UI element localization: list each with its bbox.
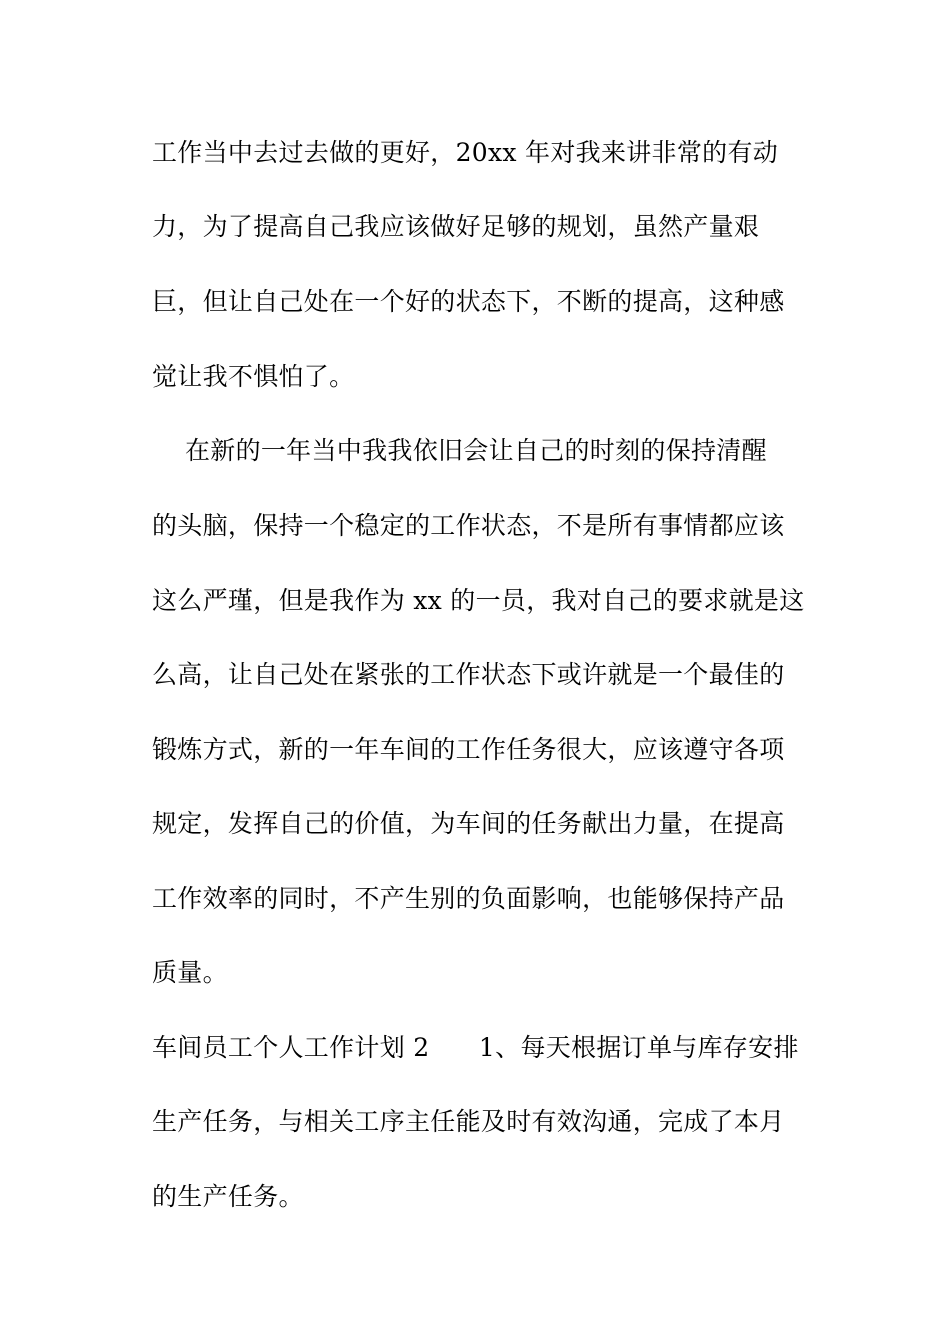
text-line: 觉让我不惧怕了。 <box>152 362 355 391</box>
text-line: 在新的一年当中我我依旧会让自己的时刻的保持清醒 <box>152 436 767 465</box>
text-line: 生产任务，与相关工序主任能及时有效沟通，完成了本月 <box>152 1107 785 1136</box>
text-line: 这么严瑾，但是我作为 xx 的一员，我对自己的要求就是这 <box>152 586 805 615</box>
text-line: 工作当中去过去做的更好，20xx 年对我来讲非常的有动 <box>152 138 779 167</box>
text-line: 锻炼方式，新的一年车间的工作任务很大，应该遵守各项 <box>152 735 785 764</box>
text-line: 么高，让自己处在紧张的工作状态下或许就是一个最佳的 <box>152 660 785 689</box>
text-line: 的生产任务。 <box>152 1182 304 1211</box>
text-line: 质量。 <box>152 958 228 987</box>
text-line: 巨，但让自己处在一个好的状态下，不断的提高，这种感 <box>152 287 785 316</box>
text-line: 规定，发挥自己的价值，为车间的任务献出力量，在提高 <box>152 809 785 838</box>
text-line: 的头脑，保持一个稳定的工作状态，不是所有事情都应该 <box>152 511 785 540</box>
text-line: 力，为了提高自己我应该做好足够的规划，虽然产量艰 <box>152 212 760 241</box>
section-heading-line: 车间员工个人工作计划 2 1、每天根据订单与库存安排 <box>152 1033 799 1062</box>
text-line: 工作效率的同时，不产生别的负面影响，也能够保持产品 <box>152 884 785 913</box>
